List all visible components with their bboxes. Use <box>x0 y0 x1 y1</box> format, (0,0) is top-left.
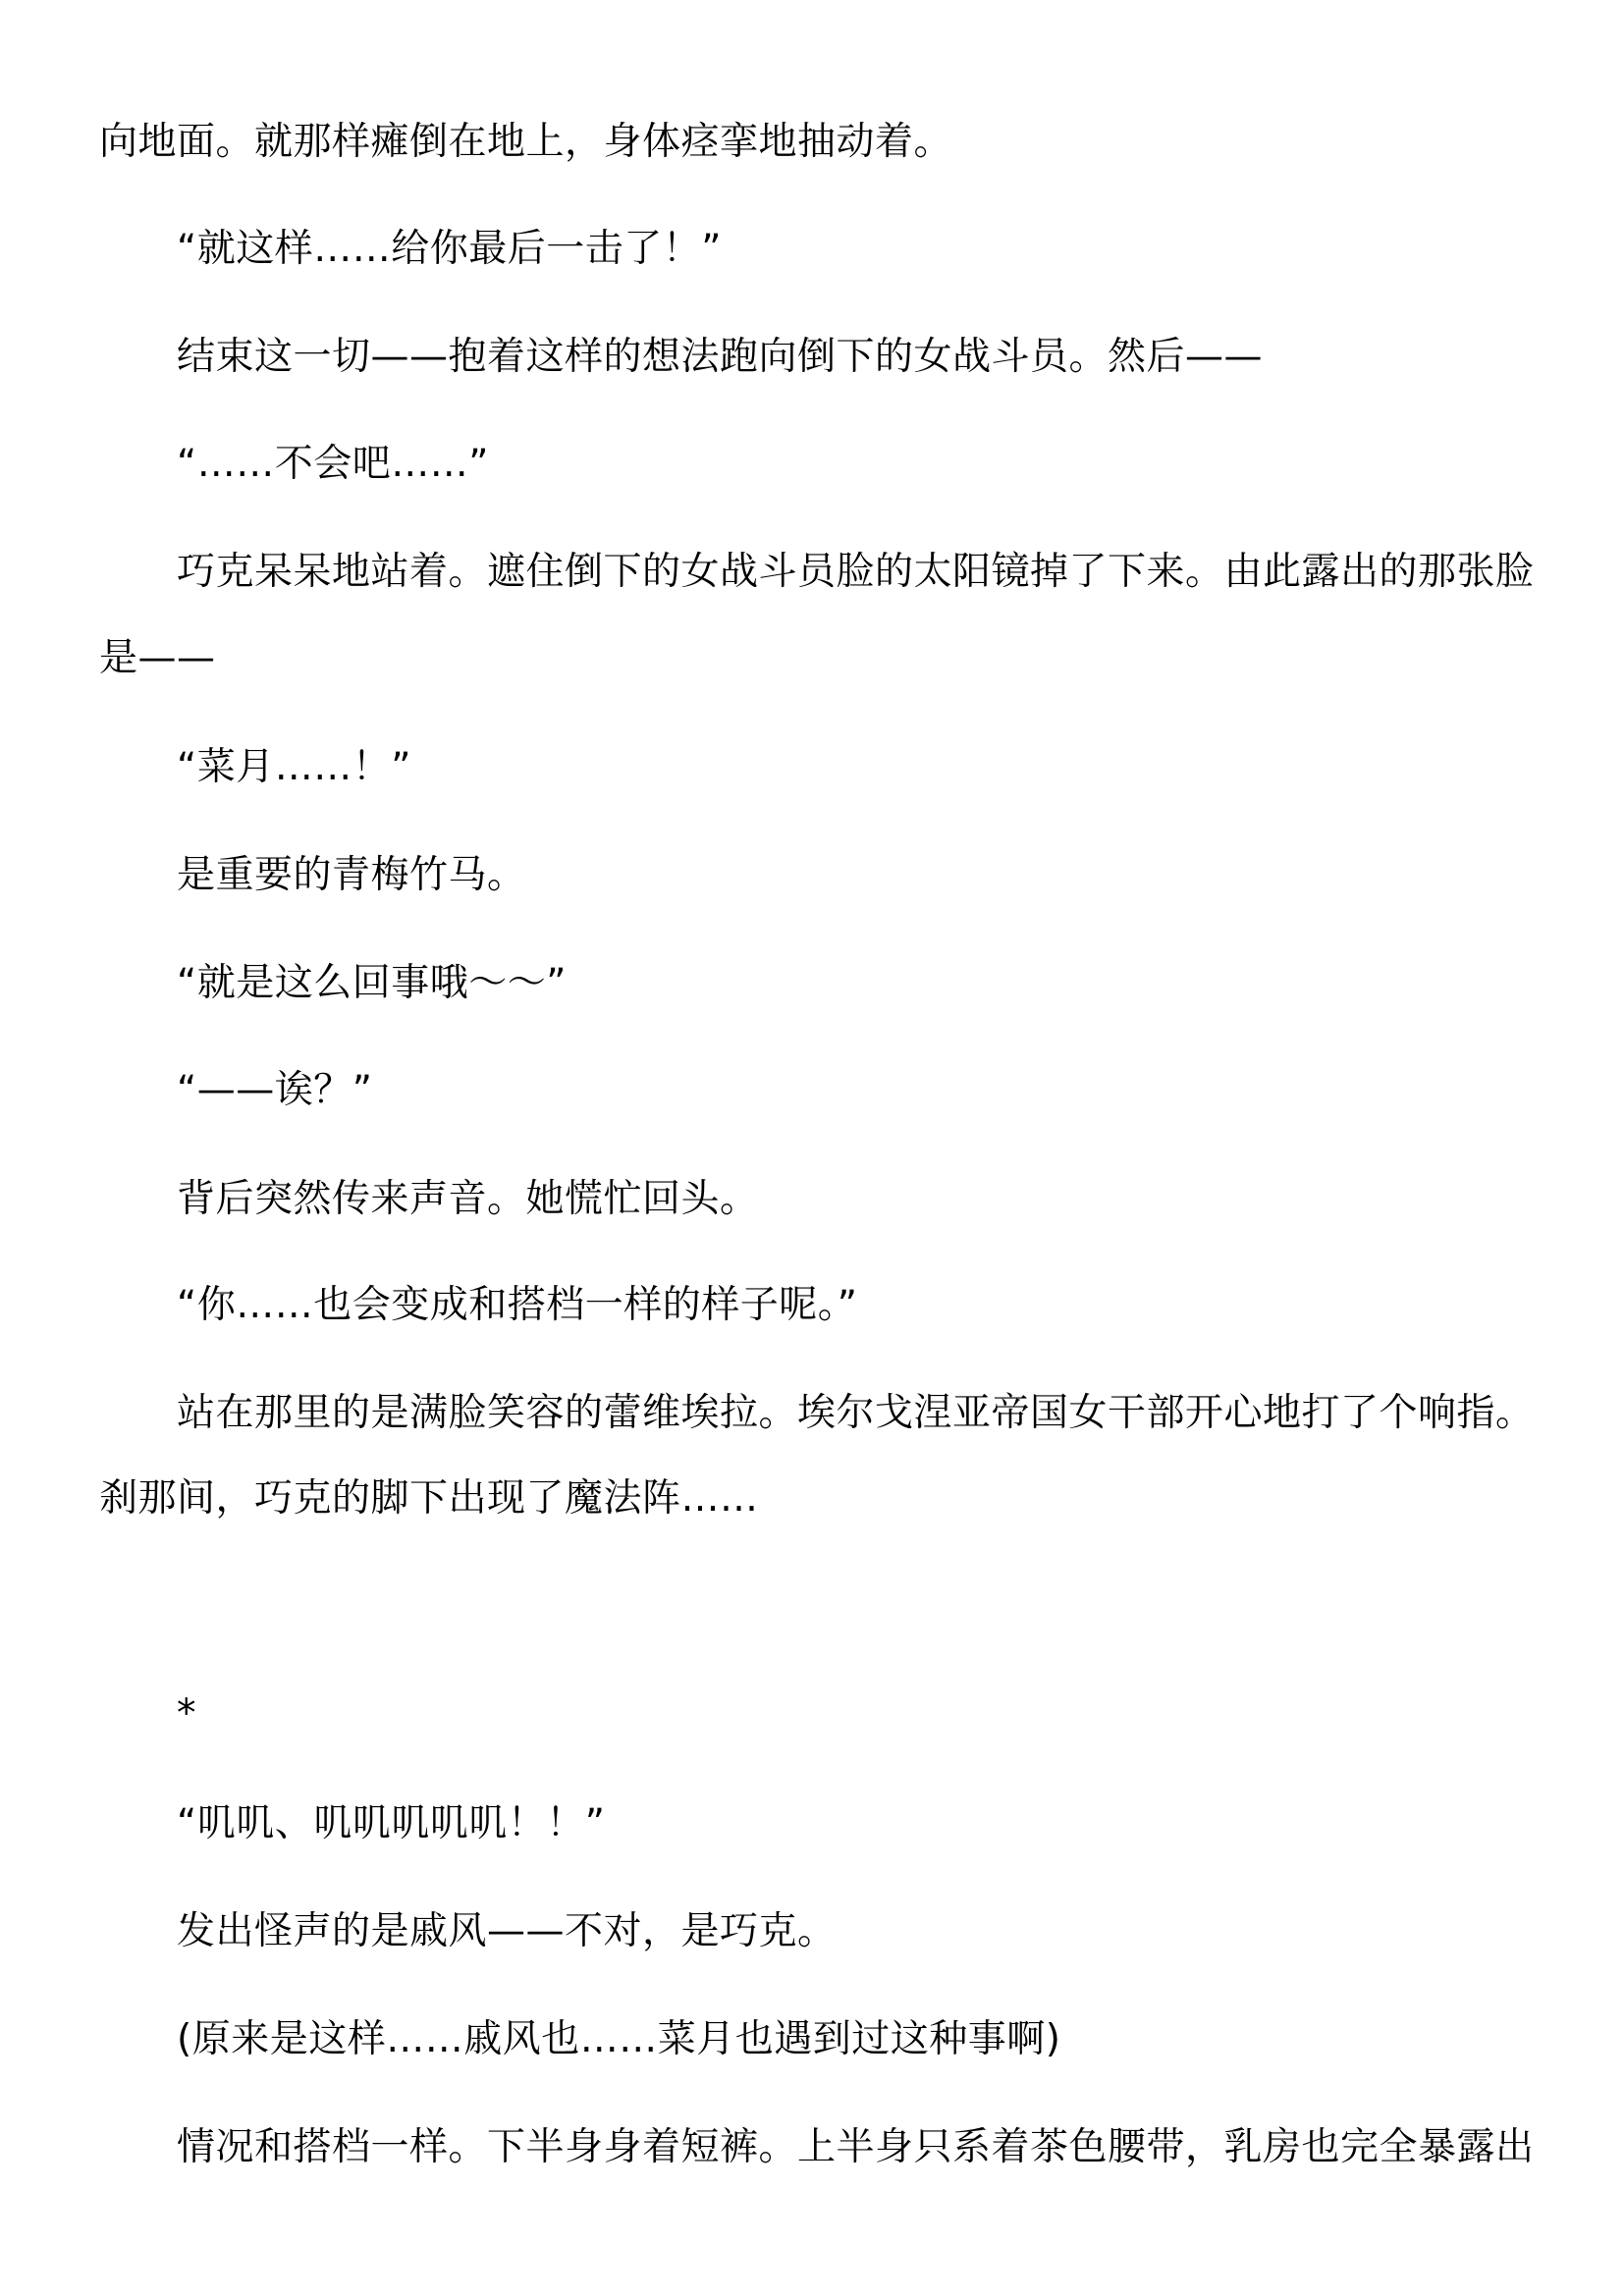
text-line: 是重要的青梅竹马。 <box>177 853 526 897</box>
text-line: 是—— <box>99 636 216 680</box>
text-line: 发出怪声的是戚风——不对，是巧克。 <box>177 1909 837 1953</box>
text-line: “就这样……给你最后一击了！” <box>177 227 722 271</box>
text-line: “你……也会变成和搭档一样的样子呢。” <box>177 1283 858 1327</box>
text-line: 结束这一切——抱着这样的想法跑向倒下的女战斗员。然后—— <box>177 335 1264 379</box>
text-line: “……不会吧……” <box>177 442 489 486</box>
text-line: 向地面。就那样瘫倒在地上，身体痉挛地抽动着。 <box>99 120 953 164</box>
text-line: “叽叽、叽叽叽叽叽！！” <box>177 1801 606 1845</box>
text-line: 背后突然传来声音。她慌忙回头。 <box>177 1177 759 1221</box>
text-line: 巧克呆呆地站着。遮住倒下的女战斗员脸的太阳镜掉了下来。由此露出的那张脸 <box>177 550 1535 594</box>
text-line: “菜月……！” <box>177 745 411 789</box>
text-line: “——诶？” <box>177 1068 373 1112</box>
text-line: 刹那间，巧克的脚下出现了魔法阵…… <box>99 1476 759 1521</box>
scene-break: * <box>177 1691 196 1735</box>
text-line: 站在那里的是满脸笑容的蕾维埃拉。埃尔戈涅亚帝国女干部开心地打了个响指。 <box>177 1391 1535 1435</box>
text-line: 情况和搭档一样。下半身身着短裤。上半身只系着茶色腰带，乳房也完全暴露出 <box>177 2125 1535 2169</box>
text-line: “就是这么回事哦～～” <box>177 961 567 1005</box>
text-line: (原来是这样……戚风也……菜月也遇到过这种事啊) <box>177 2017 1061 2061</box>
